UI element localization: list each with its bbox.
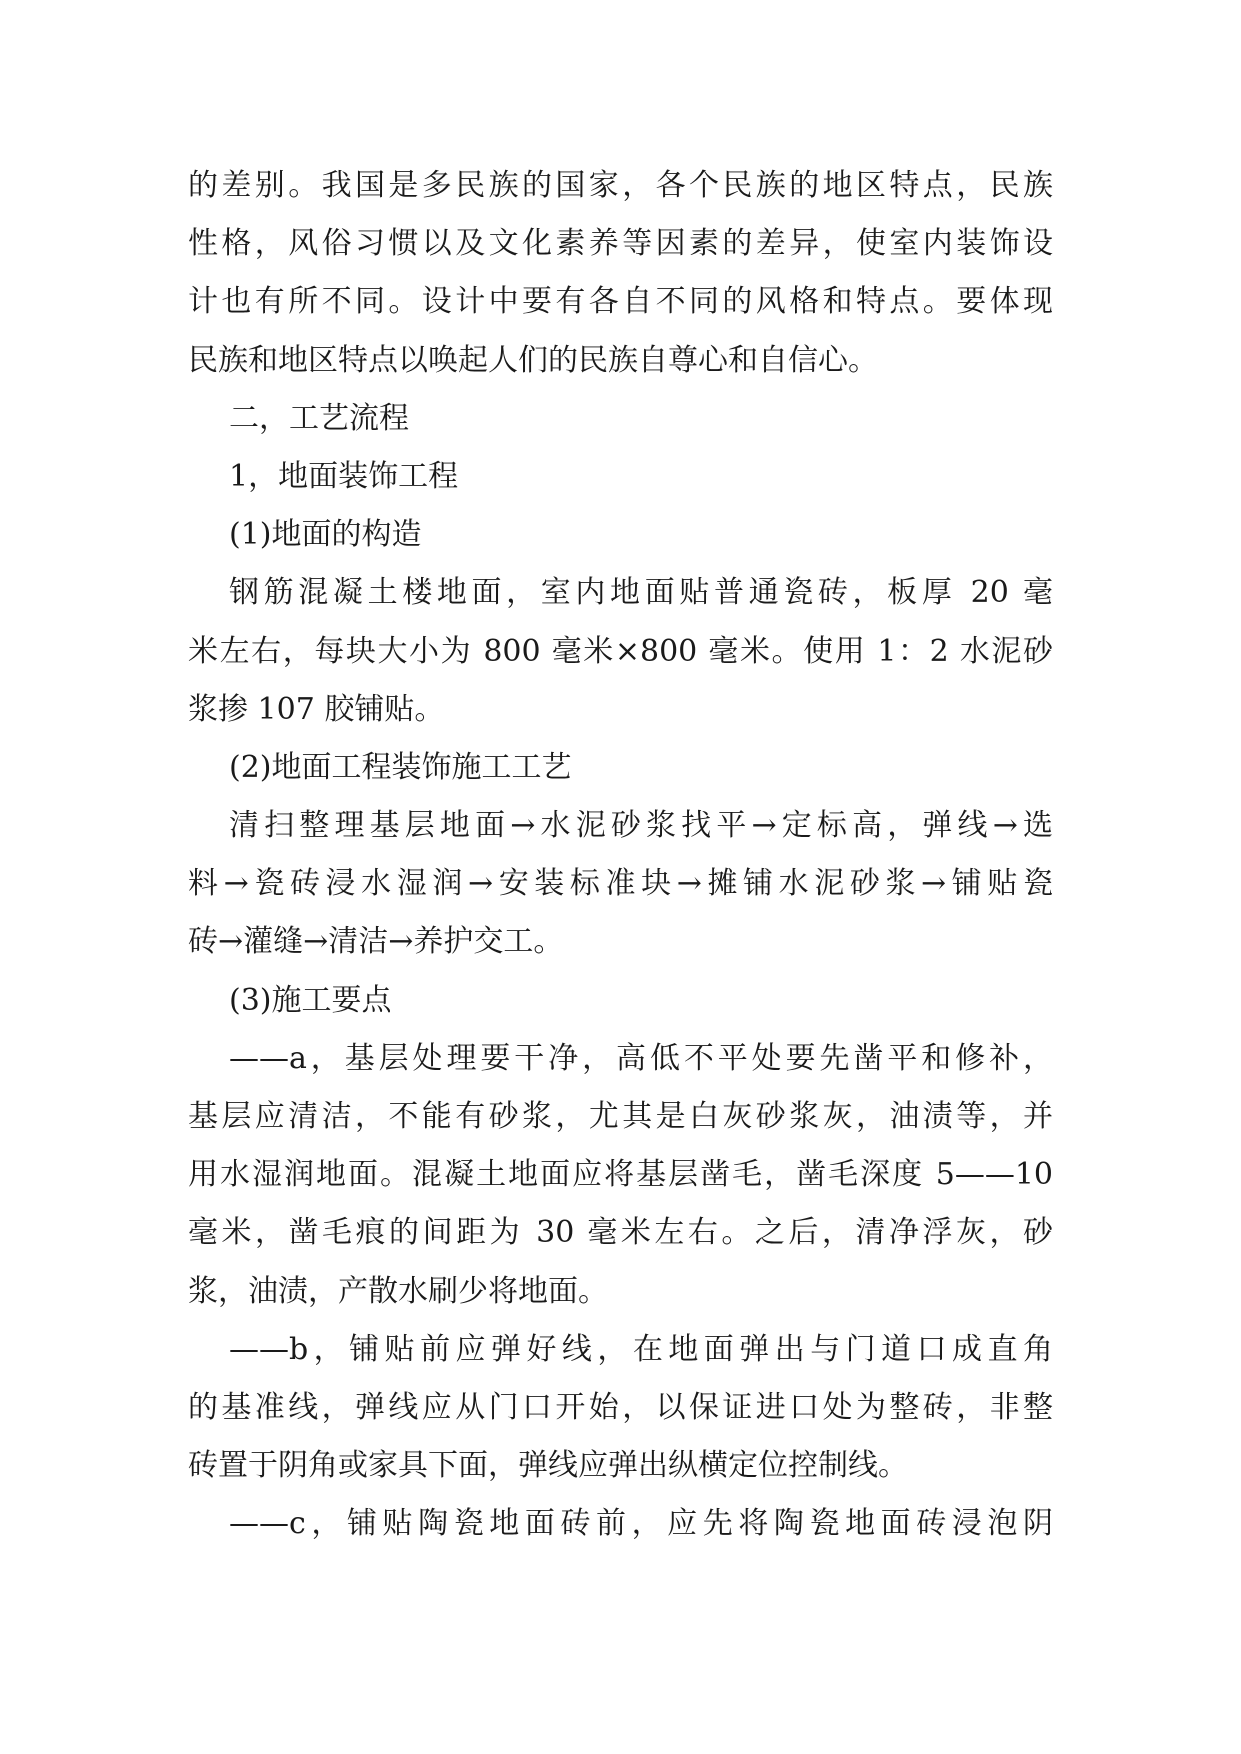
item-heading-text: (2)地面工程装饰施工工艺: [229, 749, 572, 785]
paragraph-line: 性格，风俗习惯以及文化素养等因素的差异，使室内装饰设: [188, 226, 1053, 262]
paragraph-line: 毫米，凿毛痕的间距为 30 毫米左右。之后，清净浮灰，砂: [188, 1215, 1053, 1251]
paragraph-line: 的基准线，弹线应从门口开始，以保证进口处为整砖，非整: [188, 1389, 1053, 1425]
section-heading-text: 二，工艺流程: [229, 400, 409, 436]
subsection-heading: [188, 448, 1053, 506]
paragraph: [188, 157, 1053, 390]
paragraph-line: 基层应清洁，不能有砂浆，尤其是白灰砂浆灰，油渍等，并: [188, 1099, 1053, 1134]
paragraph-line: 用水湿润地面。混凝土地面应将基层凿毛，凿毛深度 5——10: [188, 1157, 1053, 1193]
paragraph: [188, 564, 1053, 739]
paragraph-line: 民族和地区特点以唤起人们的民族自尊心和自信心。: [188, 342, 878, 378]
paragraph-line: 米左右，每块大小为 800 毫米×800 毫米。使用 1：2 水泥砂: [188, 633, 1053, 669]
paragraph-line: 浆，油渍，产散水刷少将地面。: [188, 1273, 608, 1309]
paragraph-line: ——c，铺贴陶瓷地面砖前，应先将陶瓷地面砖浸泡阴: [229, 1506, 1053, 1542]
item-heading-text: (1)地面的构造: [229, 517, 422, 553]
section-heading: [188, 390, 1053, 448]
item-heading: [188, 506, 1053, 564]
paragraph-line: 的差别。我国是多民族的国家，各个民族的地区特点，民族: [188, 168, 1053, 203]
item-heading-text: (3)施工要点: [229, 982, 392, 1018]
paragraph: [188, 1495, 1053, 1553]
item-heading: [188, 972, 1053, 1030]
paragraph-line: 钢筋混凝土楼地面，室内地面贴普通瓷砖，板厚 20 毫: [229, 575, 1053, 611]
paragraph-line: 砖置于阴角或家具下面，弹线应弹出纵横定位控制线。: [188, 1448, 908, 1484]
paragraph-line: 计也有所不同。设计中要有各自不同的风格和特点。要体现: [188, 284, 1053, 320]
paragraph-line: 浆掺 107 胶铺贴。: [188, 691, 445, 727]
document-body: [188, 157, 1053, 1554]
paragraph-line: 料→瓷砖浸水湿润→安装标准块→摊铺水泥砂浆→铺贴瓷: [188, 866, 1053, 902]
paragraph-line: 砖→灌缝→清洁→养护交工。: [188, 924, 564, 960]
paragraph: [188, 1030, 1053, 1321]
subsection-heading-text: 1，地面装饰工程: [229, 458, 459, 494]
paragraph-line: 清扫整理基层地面→水泥砂浆找平→定标高，弹线→选: [229, 808, 1053, 844]
paragraph: [188, 1321, 1053, 1496]
paragraph: [188, 797, 1053, 972]
paragraph-line: ——a，基层处理要干净，高低不平处要先凿平和修补，: [229, 1040, 1053, 1076]
item-heading: [188, 739, 1053, 797]
paragraph-line: ——b，铺贴前应弹好线，在地面弹出与门道口成直角: [229, 1331, 1053, 1367]
